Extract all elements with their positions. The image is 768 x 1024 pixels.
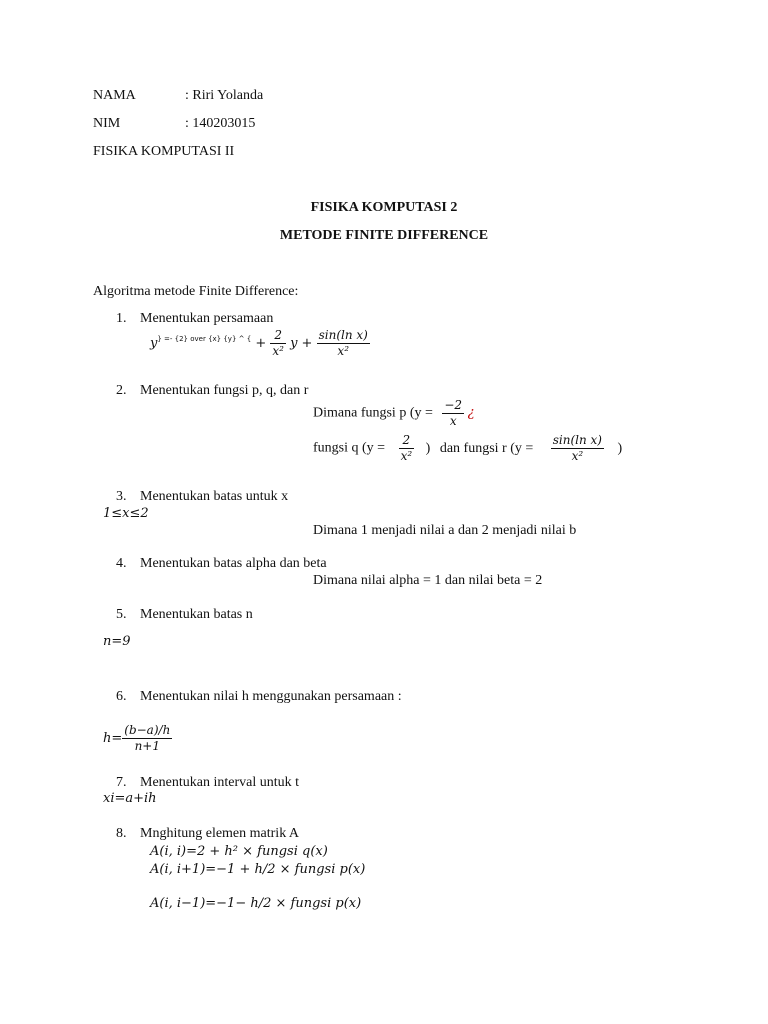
step-4-number: 4. bbox=[116, 556, 127, 571]
xi-equation: xi=a+ih bbox=[103, 791, 157, 806]
h-fraction: $\frac{(b-a)/h}{n+1}$ bbox=[124, 723, 171, 753]
r-fraction: $\frac{\text{sin(ln x)}}{\text{x²}}$ bbox=[552, 433, 602, 463]
eq1-frac-2: $\frac{\text{sin(ln x)}}{\text{x²}}$ bbox=[318, 328, 368, 358]
nama-label: NAMA bbox=[93, 88, 136, 103]
title-line-1: FISIKA KOMPUTASI 2 bbox=[310, 200, 458, 215]
step-5-text: Menentukan batas n bbox=[140, 607, 253, 622]
nim-value: : 140203015 bbox=[185, 116, 256, 131]
nama-value: : Riri Yolanda bbox=[185, 88, 264, 103]
eq1-y: y bbox=[150, 336, 158, 351]
step-6-text: Menentukan nilai h menggunakan persamaan : bbox=[140, 689, 402, 704]
nim-label: NIM bbox=[93, 116, 121, 131]
step-4-text: Menentukan batas alpha dan beta bbox=[140, 556, 327, 571]
p-prefix: Dimana fungsi p (y = bbox=[313, 405, 433, 421]
eq1-garbled: } =- {2} over {x} {y} ^ { bbox=[157, 335, 252, 343]
x-range: 1≤x≤2 bbox=[103, 506, 149, 521]
x-range-note: Dimana 1 menjadi nilai a dan 2 menjadi nilai b bbox=[313, 523, 577, 538]
title-line-2: METODE FINITE DIFFERENCE bbox=[279, 228, 489, 243]
step-1-number: 1. bbox=[116, 311, 127, 326]
p-suffix: ¿ bbox=[467, 405, 475, 421]
q-fraction: $\frac{2}{\text{x²}}$ bbox=[400, 433, 413, 463]
eq1-frac-1: $\frac{2}{\text{x²}}$ bbox=[272, 328, 284, 358]
intro-text: Algoritma metode Finite Difference: bbox=[93, 284, 299, 299]
eq1-mid: y + bbox=[290, 336, 313, 351]
n-value: n=9 bbox=[103, 634, 131, 649]
function-p bbox=[313, 398, 475, 429]
step-5-number: 5. bbox=[116, 607, 127, 622]
h-label: h= bbox=[103, 731, 123, 746]
course-label: FISIKA KOMPUTASI II bbox=[93, 144, 235, 159]
r-suffix: ) bbox=[617, 440, 623, 456]
step-8-number: 8. bbox=[116, 826, 127, 841]
q-suffix: ) bbox=[425, 440, 431, 456]
h-equation bbox=[103, 723, 172, 754]
p-fraction: $\frac{-2}{x}$ bbox=[444, 398, 463, 428]
function-q-r bbox=[313, 433, 622, 464]
alpha-beta-note: Dimana nilai alpha = 1 dan nilai beta = 2 bbox=[313, 573, 543, 588]
step-7-text: Menentukan interval untuk t bbox=[140, 775, 300, 790]
r-prefix: dan fungsi r (y = bbox=[439, 440, 534, 456]
matrix-a-diagonal: A(i, i)=2 + h² × fungsi q(x) bbox=[150, 844, 328, 859]
matrix-a-lower: A(i, i−1)=−1− h/2 × fungsi p(x) bbox=[150, 896, 362, 911]
step-2-text: Menentukan fungsi p, q, dan r bbox=[140, 383, 309, 398]
q-prefix: fungsi q (y = bbox=[313, 440, 386, 456]
step-6-number: 6. bbox=[116, 689, 127, 704]
step-3-number: 3. bbox=[116, 489, 127, 504]
matrix-a-upper: A(i, i+1)=−1 + h/2 × fungsi p(x) bbox=[150, 862, 366, 877]
eq1-plus: + bbox=[255, 336, 267, 351]
step-1-text: Menentukan persamaan bbox=[140, 311, 274, 326]
step-2-number: 2. bbox=[116, 383, 127, 398]
step-7-number: 7. bbox=[116, 775, 127, 790]
step-3-text: Menentukan batas untuk x bbox=[140, 489, 289, 504]
equation-1 bbox=[150, 328, 370, 359]
step-8-text: Mnghitung elemen matrik A bbox=[140, 826, 300, 841]
